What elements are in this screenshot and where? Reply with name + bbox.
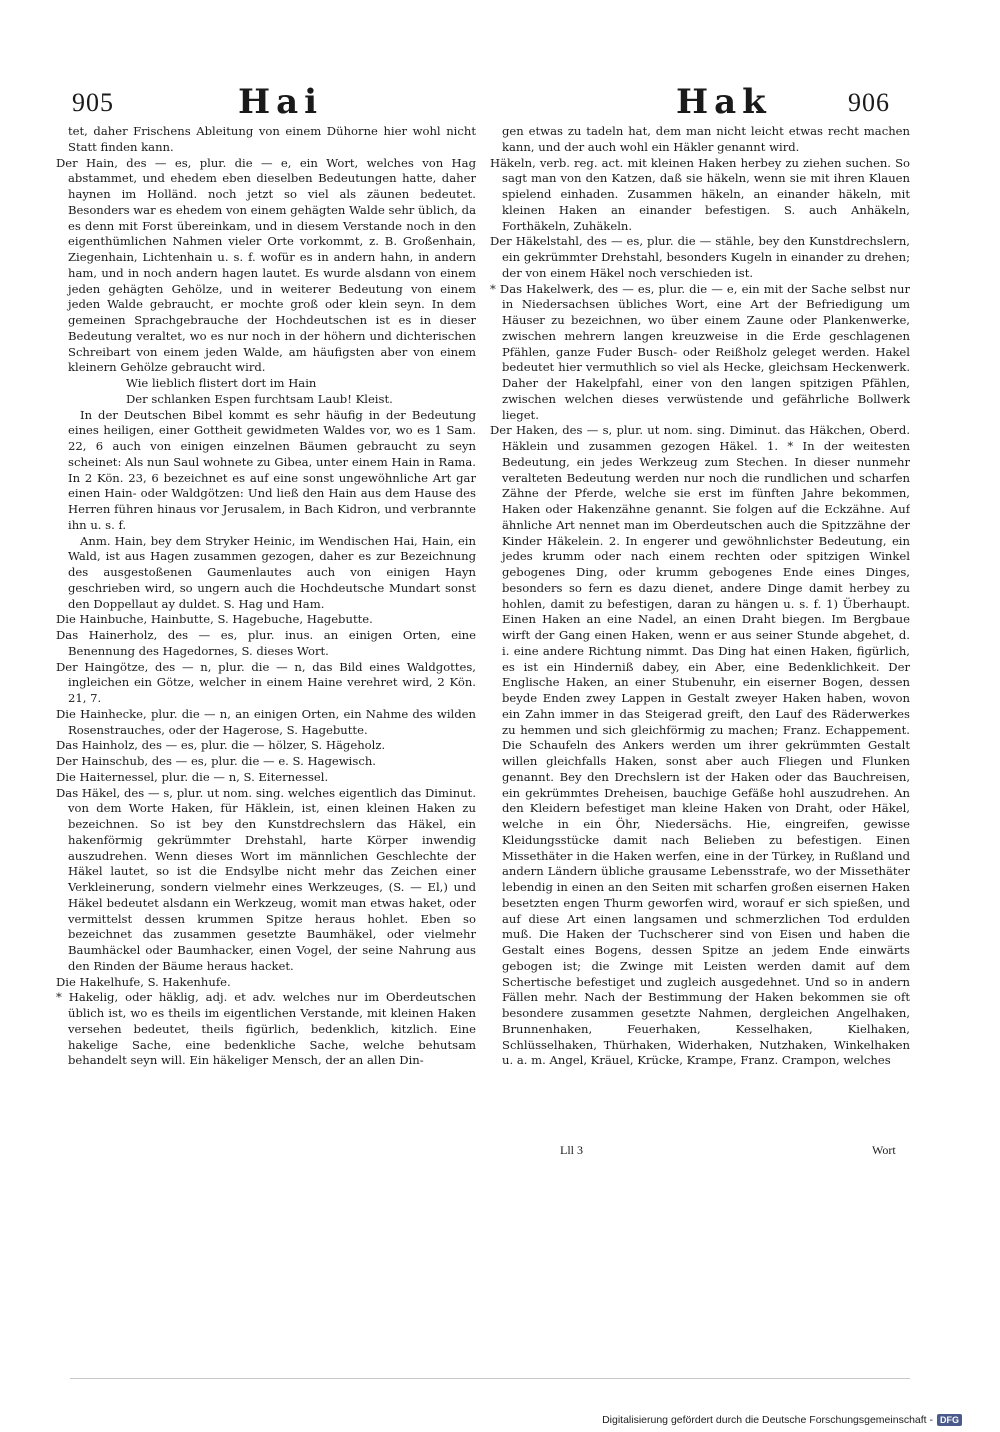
entry-haekel: Das Häkel, des — s, plur. ut nom. sing. welches eigentlich das Diminut. von dem Worte Haken, für Häklein, ist, einen kleinen Haken zu bezeichnen. So ist bey den Kunstdrechslern das Häkel, ein hakenförmig gekrümmter Drehstahl, harte Körper inwendig auszudrehen. Wenn dieses Wort im männlichen Geschlechte der Häkel lautet, so ist die Endsylbe nicht mehr das Zeichen einer Verkleinerung, sondern vielmehr eines Werkzeuges, (S. — El,) und Häkel bedeutet alsdann ein Werkzeug, womit man etwas haket, oder vermittelst dessen krummen Spitze heraus hohlet. Eben so bezeichnet das zusammen gesetzte Baumhäkel, oder vielmehr Baumhäckel oder Baumhacker, einen Vogel, der seine Nahrung aus den Rinden der Bäume heraus hacket. bbox=[56, 785, 476, 973]
entry-hainschub: Der Hainschub, des — es, plur. die — e. S. Hagewisch. bbox=[56, 754, 376, 768]
left-running-head: Hai bbox=[238, 82, 324, 122]
entry-continuation: tet, daher Frischens Ableitung von einem Dühorne hier wohl nicht Statt finden kann. bbox=[68, 124, 476, 154]
entry-hainbuche: Die Hainbuche, Hainbutte, S. Hagebuche, Hagebutte. bbox=[56, 612, 373, 627]
verse-line: Der schlanken Espen furchtsam Laub! Kleist. bbox=[126, 391, 393, 406]
footer-divider bbox=[70, 1378, 910, 1379]
entry-haingoetze: Der Haingötze, des — n, plur. die — n, das Bild eines Waldgottes, ingleichen ein Götze, welcher in einem Haine verehret wird, 2 Kön. 21, 7. bbox=[56, 659, 476, 705]
signature-mark: Lll 3 bbox=[560, 1143, 583, 1157]
right-running-head: Hak bbox=[676, 82, 772, 122]
entry-hakelig: * Hakelig, oder häklig, adj. et adv. welches nur im Oberdeutschen üblich ist, wo es theils im eigentlichen Verstande, mit kleinen Haken versehen bedeutet, theils figürlich, bedenklich, kitzlich. Eine hakelige Sache, eine bedenkliche Sache, welche behutsam behandelt seyn will. Ein häkeliger Mensch, der an allen Din- bbox=[56, 990, 476, 1068]
entry-hakelwerk: * Das Hakelwerk, des — es, plur. die — e, ein mit der Sache selbst nur in Niedersachsen übliches Wort, eine Art der Befriedigung um Häuser zu bezeichnen, wo über einem Zaune oder Plankenwerke, zwischen mehrern langen kreuzweise in die Erde geschlagenen Pfählen, ganze Fuder Busch- oder Reißholz geleget werden. Hakel bedeutet hier vermuthlich so viel als Hecke, gleichsam Heckenwerk. Daher der Hakelpfahl, einer von den langen spitzigen Pfählen, zwischen welchen dieses verwüstende und gefährliche Bollwerk lieget. bbox=[490, 281, 910, 422]
entry-hainerholz: Das Hainerholz, des — es, plur. inus. an einigen Orten, eine Benennung des Hagedornes, S. dieses Wort. bbox=[56, 628, 476, 658]
entry-annotation: Anm. Hain, bey dem Stryker Heinic, im Wendischen Hai, Hain, ein Wald, ist aus Hagen zusammen gezogen, daher es zur Bezeichnung des ausgestoßenen Gaumenlautes auch von einigen Hayn geschrieben wird, so ungern auch die Hochdeutsche Mundart sonst den Doppellaut ay duldet. S. Hag und Ham. bbox=[68, 533, 476, 611]
entry-haiternessel: Die Haiternessel, plur. die — n, S. Eiternessel. bbox=[56, 769, 329, 784]
verse-line: Wie lieblich flistert dort im Hain bbox=[126, 376, 317, 390]
entry-hainhecke: Die Hainhecke, plur. die — n, an einigen Orten, ein Nahme des wilden Rosenstrauches, oder der Hagerose, S. Hagebutte. bbox=[56, 706, 476, 737]
funding-text: Digitalisierung gefördert durch die Deutsche Forschungsgemeinschaft - bbox=[602, 1414, 933, 1426]
entry-continuation: gen etwas zu tadeln hat, dem man nicht leicht etwas recht machen kann, und der auch wohl ein Häkler genannt wird. bbox=[502, 124, 910, 154]
entry-hainholz: Das Hainholz, des — es, plur. die — hölzer, S. Hägeholz. bbox=[56, 738, 386, 753]
dfg-logo-icon: DFG bbox=[937, 1414, 962, 1426]
left-column bbox=[56, 124, 476, 1164]
right-page-number: 906 bbox=[848, 88, 890, 117]
entry-paragraph: In der Deutschen Bibel kommt es sehr häufig in der Bedeutung eines heiligen, einer Gottheit gewidmeten Waldes vor, wo es 1 Sam. 22, 6 auch von einigen einzelnen Bäumen gebraucht zu seyn scheinet: Als nun Saul wohnete zu Gibea, unter einem Hain in Rama. In 2 Kön. 23, 6 bezeichnet es auf eine sonst ungewöhnliche Art gar einen Hain- oder Waldgötzen: Und ließ den Hain aus dem Hause des Herren führen hinaus vor Jerusalem, in Bach Kidron, und verbrannte ihn u. s. f. bbox=[68, 407, 476, 532]
entry-hakelhufe: Die Hakelhufe, S. Hakenhufe. bbox=[56, 974, 231, 989]
entry-haekeln: Häkeln, verb. reg. act. mit kleinen Haken herbey zu ziehen suchen. So sagt man von den Katzen, daß sie häkeln, wenn sie mit ihren Klauen spielend einhaden. Zusammen häkeln, an einander häkeln, mit kleinen Haken an einander befestigen. S. auch Anhäkeln, Forthäkeln, Zuhäkeln. bbox=[490, 155, 910, 233]
catchword: Wort bbox=[872, 1143, 896, 1157]
funding-footer bbox=[602, 1414, 962, 1426]
left-page-number: 905 bbox=[72, 88, 114, 117]
entry-hain: Der Hain, des — es, plur. die — e, ein Wort, welches von Hag abstammet, und ehedem eben dieselben Bedeutungen hatte, daher haynen im Holländ. noch jetzt so viel als zäunen bedeutet. Besonders war es ehedem von einem gehägten Walde sehr üblich, da es denn mit Forst übereinkam, und in diesem Verstande noch in den eigenthümlichen Nahmen vieler Orte vorkommt, z. B. Großenhain, Ziegenhain, Lichtenhain u. s. f. wofür es in andern hahn, in andern ham, und in noch andern hagen lautet. Es wurde alsdann von einem jeden gehägten Gehölze, und in weiterer Bedeutung von einem jeden Walde gebraucht, er mochte groß oder klein seyn. In dem gemeinen Sprachgebrauche der Hochdeutschen ist es in dieser Bedeutung veraltet, wo es nur noch in der höhern und dichterischen Schreibart von einem jeden Walde, am häufigsten aber von einem kleinern Gehölze gebraucht wird. bbox=[56, 155, 476, 375]
entry-haekelstahl: Der Häkelstahl, des — es, plur. die — stähle, bey den Kunstdrechslern, ein gekrümmter Drehstahl, besonders Kugeln in einander zu drehen; der von einem Häkel noch verschieden ist. bbox=[490, 234, 910, 280]
entry-haken: Der Haken, des — s, plur. ut nom. sing. Diminut. das Häkchen, Oberd. Häklein und zusammen gezogen Häkel. 1. * In der weitesten Bedeutung, ein jedes Werkzeug zum Stechen. In dieser nunmehr veralteten Bedeutung werden nur noch die rundlichen und scharfen Zähne der Pferde, welche sie erst im fünften Jahre bekommen, Haken oder Hakenzähne genannt. Sie folgen auf die Eckzähne. Auf ähnliche Art nennet man im Oberdeutschen auch die Spitzzähne der Kinder Häkelein. 2. In engerer und gewöhnlichster Bedeutung, ein jedes krumm oder nach einem rechten oder spitzigen Winkel gebogenes Ding, oder krumm gebogenes Ende eines Dinges, besonders so fern es dazu dienet, andere Dinge damit herbey zu hohlen, damit zu befestigen, daran zu hängen u. s. f. 1) Überhaupt. Einen Haken an eine Nadel, an einen Draht biegen. Im Bergbaue wirft der Gang einen Haken, wenn er aus seiner Stunde abgehet, d. i. eine andere Richtung nimmt. Das Ding hat einen Haken, figürlich, es ist ein Hinderniß dabey, ein Aber, eine Bedenklichkeit. Der Englische Haken, an einer Stubenuhr, ein eiserner Bogen, dessen beyde Enden zwey Lappen in Gestalt zweyer Haken haben, wovon ein Zahn immer in das Steigerad greift, den Lauf des Räderwerkes zu hemmen und sich gleichförmig zu machen; Franz. Echappement. Die Schaufeln des Ankers werden um ihrer gekrümmten Gestalt willen gleichfalls Haken, sonst aber auch Fliegen und Flunken genannt. Bey den Drechslern ist der Haken oder das Bauchreisen, ein gekrümmtes Dreheisen, bauchige Gefäße hohl auszudrehen. An den Kleidern befestiget man kleine Haken von Draht, oder Häkel, welche in ein Öhr, Niedersächs. Hie, eingreifen, gewisse Kleidungsstücke damit nach Belieben zu befestigen. Einen Missethäter in die Haken werfen, eine in der Türkey, in Rußland und andern Ländern übliche grausame Lebensstrafe, wo der Missethäter lebendig in einen an den Seiten mit scharfen großen eisernen Haken besetzten engen Thurm geworfen wird, worauf er sich spießen, und auf diese Art einen langsamen und schmerzlichen Tod erdulden muß. Die Haken der Tuchscherer sind von Eisen und haben die Gestalt eines Bogens, dessen Spitze an jedem Ende einwärts gebogen ist; die Zwinge mit Leisten werden damit auf dem Schertische befestiget und zugleich ausgedehnet. Und so in andern Fällen mehr. Nach der Bestimmung der Haken bekommen sie oft besondere zusammen gesetzte Nahmen, dergleichen Angelhaken, Brunnenhaken, Feuerhaken, Kesselhaken, Kielhaken, Schlüsselhaken, Thürhaken, Widerhaken, Nutzhaken, Winkelhaken u. a. m. Angel, Kräuel, Krücke, Krampe, Franz. Crampon, welches bbox=[490, 423, 910, 1068]
right-column bbox=[490, 124, 910, 1164]
